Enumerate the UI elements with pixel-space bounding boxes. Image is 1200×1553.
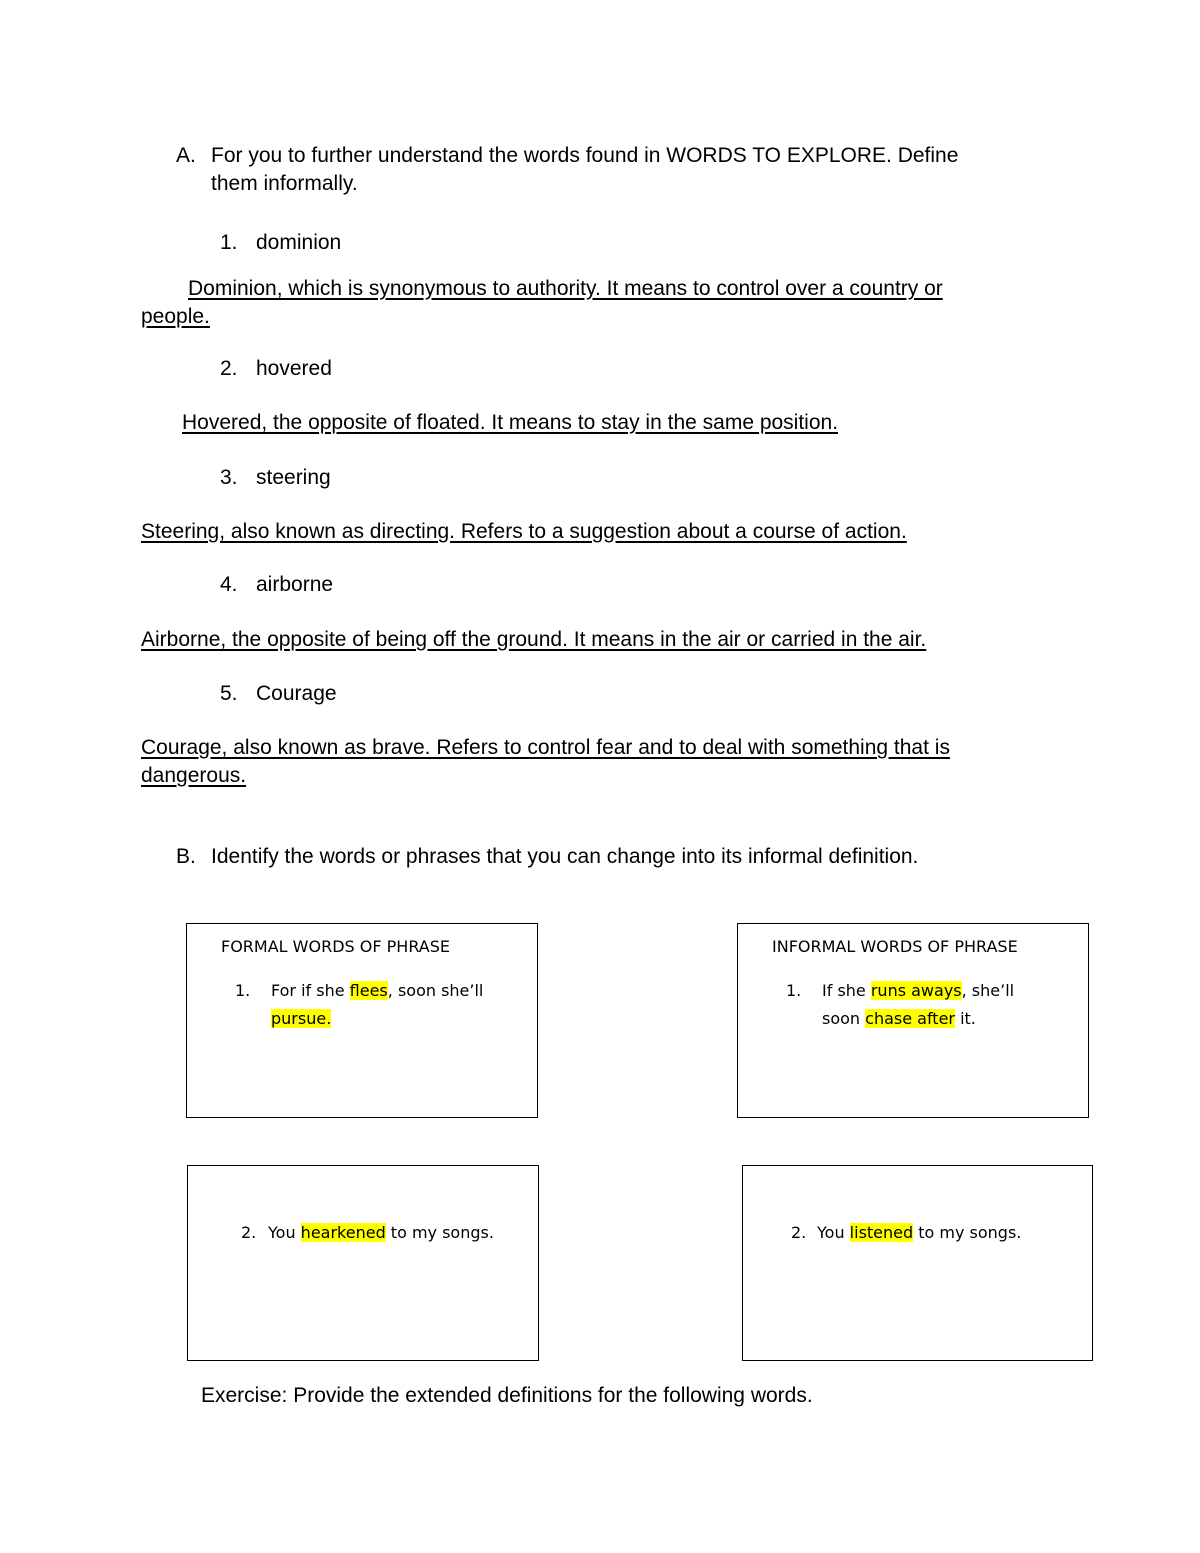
highlight-runs-aways: runs aways [870,981,962,1000]
section-a-instruction-line1: For you to further understand the words found in WORDS TO EXPLORE. Define [211,144,959,167]
item-5-definition-line2: dangerous. [141,764,247,787]
item-3-number: 3. [220,466,238,489]
highlight-pursue: pursue. [271,1009,332,1028]
highlight-listened: listened [849,1223,914,1242]
informal-words-box-2 [742,1165,1093,1361]
section-b-marker: B. [176,845,196,868]
informal-phrase-1-number: 1. [786,981,802,1000]
item-1-definition-line2: people. [141,305,210,328]
informal-phrase-1-line2: soon chase after it. [822,1009,976,1028]
exercise-instruction: Exercise: Provide the extended definitions for the following words. [201,1384,813,1407]
formal-words-box-2 [187,1165,539,1361]
formal-box-header: FORMAL WORDS OF PHRASE [221,937,450,956]
item-5-definition-line1: Courage, also known as brave. Refers to control fear and to deal with something that is [141,736,950,759]
informal-phrase-2-number: 2. [791,1223,807,1242]
highlight-hearkened: hearkened [300,1223,386,1242]
formal-words-box-1 [186,923,538,1118]
item-3-definition: Steering, also known as directing. Refers to a suggestion about a course of action. [141,520,907,543]
item-5-number: 5. [220,682,238,705]
section-a-marker: A. [176,144,196,167]
item-3-word: steering [256,466,331,489]
formal-phrase-1-number: 1. [235,981,251,1000]
formal-phrase-1-line2 [271,1005,331,1033]
item-1-number: 1. [220,231,238,254]
item-4-number: 4. [220,573,238,596]
informal-phrase-1-line1: If she runs aways, she’ll [822,981,1015,1000]
item-5-word: Courage [256,682,337,705]
item-4-word: airborne [256,573,334,596]
section-b-instruction: Identify the words or phrases that you can change into its informal definition. [211,845,919,868]
item-4-definition: Airborne, the opposite of being off the ground. It means in the air or carried in the air. [141,628,927,651]
item-2-number: 2. [220,357,238,380]
informal-box-header: INFORMAL WORDS OF PHRASE [772,937,1018,956]
item-2-definition: Hovered, the opposite of floated. It means to stay in the same position. [182,411,839,434]
formal-phrase-2-number: 2. [241,1223,257,1242]
informal-words-box-1 [737,923,1089,1118]
informal-phrase-2-text: You listened to my songs. [817,1223,1022,1242]
item-1-word: dominion [256,231,342,254]
highlight-flees: flees [349,981,388,1000]
item-1-definition-line1: Dominion, which is synonymous to authority. It means to control over a country or [188,277,943,300]
section-a-instruction-line2: them informally. [211,172,358,195]
item-2-word: hovered [256,357,332,380]
formal-phrase-2-text: You hearkened to my songs. [268,1223,494,1242]
highlight-chase-after: chase after [865,1009,955,1028]
formal-phrase-1-line1: For if she flees, soon she’ll [271,981,484,1000]
